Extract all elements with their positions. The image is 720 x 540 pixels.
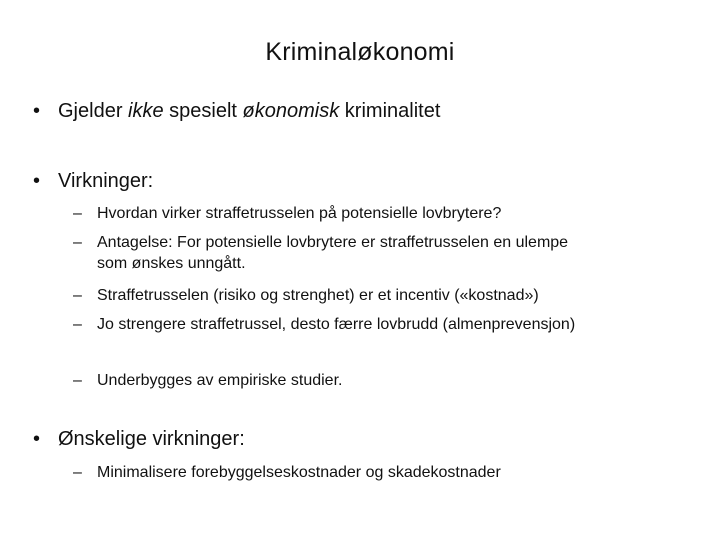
sub-bullet-minimalisere xyxy=(73,462,501,483)
emphasis-ikke: ikke xyxy=(128,100,164,122)
sub-bullet-straffetrusselen xyxy=(73,285,539,306)
bullet-text: Ønskelige virkninger: xyxy=(58,428,245,450)
slide-title: Kriminaløkonomi xyxy=(265,38,455,66)
sub-bullet-text: Minimalisere forebyggelseskostnader og skadekostnader xyxy=(97,464,501,481)
bullet-text-part: Gjelder xyxy=(58,100,129,122)
dash-icon: – xyxy=(73,287,82,304)
sub-bullet-text: Hvordan virker straffetrusselen på potensielle lovbrytere? xyxy=(97,205,502,222)
sub-bullet-text: Antagelse: For potensielle lovbrytere er straffetrusselen en ulempe xyxy=(97,234,569,251)
bullet-icon: • xyxy=(33,100,41,122)
bullet-text-part: spesielt xyxy=(163,100,243,122)
sub-bullet-text: Underbygges av empiriske studier. xyxy=(97,372,343,389)
bullet-text-part: kriminalitet xyxy=(339,100,441,122)
bullet-text: Virkninger: xyxy=(58,170,154,192)
bullet-icon: • xyxy=(33,170,41,192)
dash-icon: – xyxy=(73,464,82,481)
sub-bullet-hvordan xyxy=(73,203,501,224)
sub-bullet-text-continuation: som ønskes unngått. xyxy=(97,255,246,272)
sub-bullet-underbygges xyxy=(73,370,342,391)
bullet-onskelige xyxy=(33,428,245,451)
dash-icon: – xyxy=(73,372,82,389)
bullet-gjelder xyxy=(33,100,440,123)
emphasis-okonomisk: økonomisk xyxy=(242,100,340,122)
dash-icon: – xyxy=(73,234,82,251)
sub-bullet-text: Straffetrusselen (risiko og strenghet) er et incentiv («kostnad») xyxy=(97,287,539,304)
bullet-icon: • xyxy=(33,428,41,450)
dash-icon: – xyxy=(73,316,82,333)
dash-icon: – xyxy=(73,205,82,222)
sub-bullet-text: Jo strengere straffetrussel, desto færre lovbrudd (almenprevensjon) xyxy=(97,316,576,333)
bullet-virkninger xyxy=(33,170,153,193)
sub-bullet-jo-strengere xyxy=(73,314,575,335)
sub-bullet-antagelse xyxy=(73,232,568,274)
